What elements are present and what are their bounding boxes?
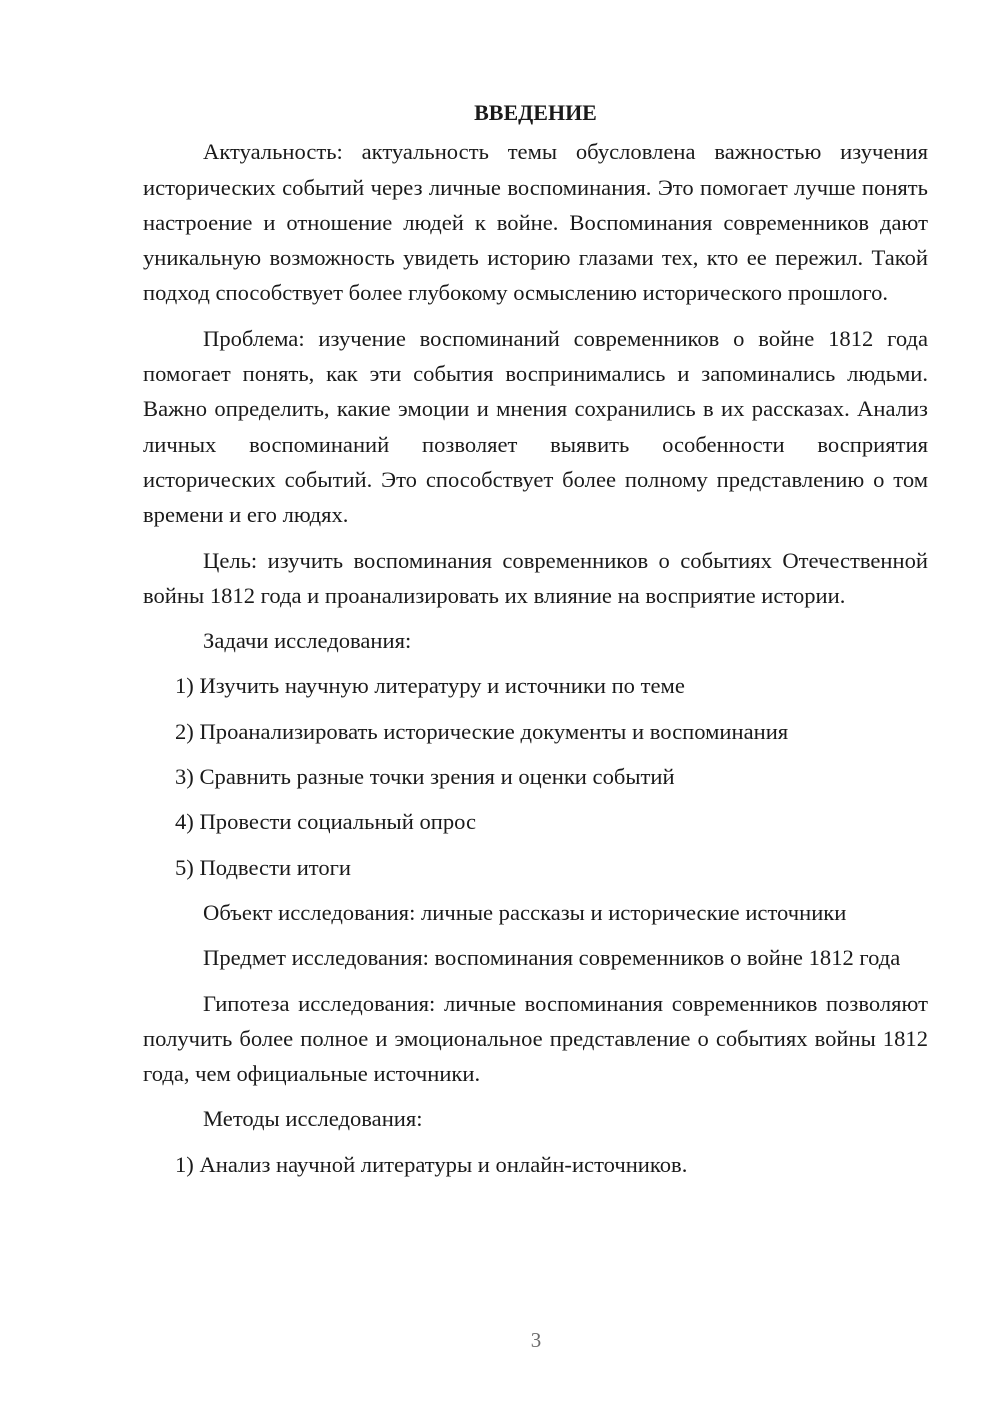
task-item: 5) Подвести итоги [175, 854, 352, 880]
page-title: ВВЕДЕНИЕ [474, 100, 597, 125]
task-item: 4) Провести социальный опрос [175, 809, 477, 835]
object-paragraph: Объект исследования: личные рассказы и исторические источники [203, 899, 847, 925]
hypothesis-paragraph: Гипотеза исследования: личные воспоминания современников позволяют получить более полное и эмоциональное представление о событиях войны 1812 года, чем официальные источники. [143, 990, 928, 1087]
goal-paragraph: Цель: изучить воспоминания современников о событиях Отечественной войны 1812 года и проанализировать их влияние на восприятие истории. [143, 547, 928, 608]
method-item: 1) Анализ научной литературы и онлайн-источников. [175, 1151, 688, 1177]
page-number: 3 [530, 1328, 542, 1352]
task-item: 2) Проанализировать исторические документы и воспоминания [175, 718, 789, 744]
methods-heading: Методы исследования: [203, 1106, 423, 1132]
subject-paragraph: Предмет исследования: воспоминания современников о войне 1812 года [203, 945, 901, 971]
problem-paragraph: Проблема: изучение воспоминаний современников о войне 1812 года помогает понять, как эти события воспринимались и запоминались людьми. Важно определить, какие эмоции и мнения сохранились в их рассказах. Анализ личных воспоминаний позволяет выявить особенности восприятия исторических событий. Это способствует более полному представлению о том времени и его людях. [143, 325, 928, 528]
tasks-heading: Задачи исследования: [203, 628, 412, 654]
task-item: 1) Изучить научную литературу и источники по теме [175, 673, 685, 699]
relevance-paragraph: Актуальность: актуальность темы обусловлена важностью изучения исторических событий через личные воспоминания. Это помогает лучше понять настроение и отношение людей к войне. Воспоминания современников дают уникальную возможность увидеть историю глазами тех, кто ее пережил. Такой подход способствует более глубокому осмыслению исторического прошлого. [143, 139, 928, 306]
task-item: 3) Сравнить разные точки зрения и оценки событий [175, 764, 675, 790]
